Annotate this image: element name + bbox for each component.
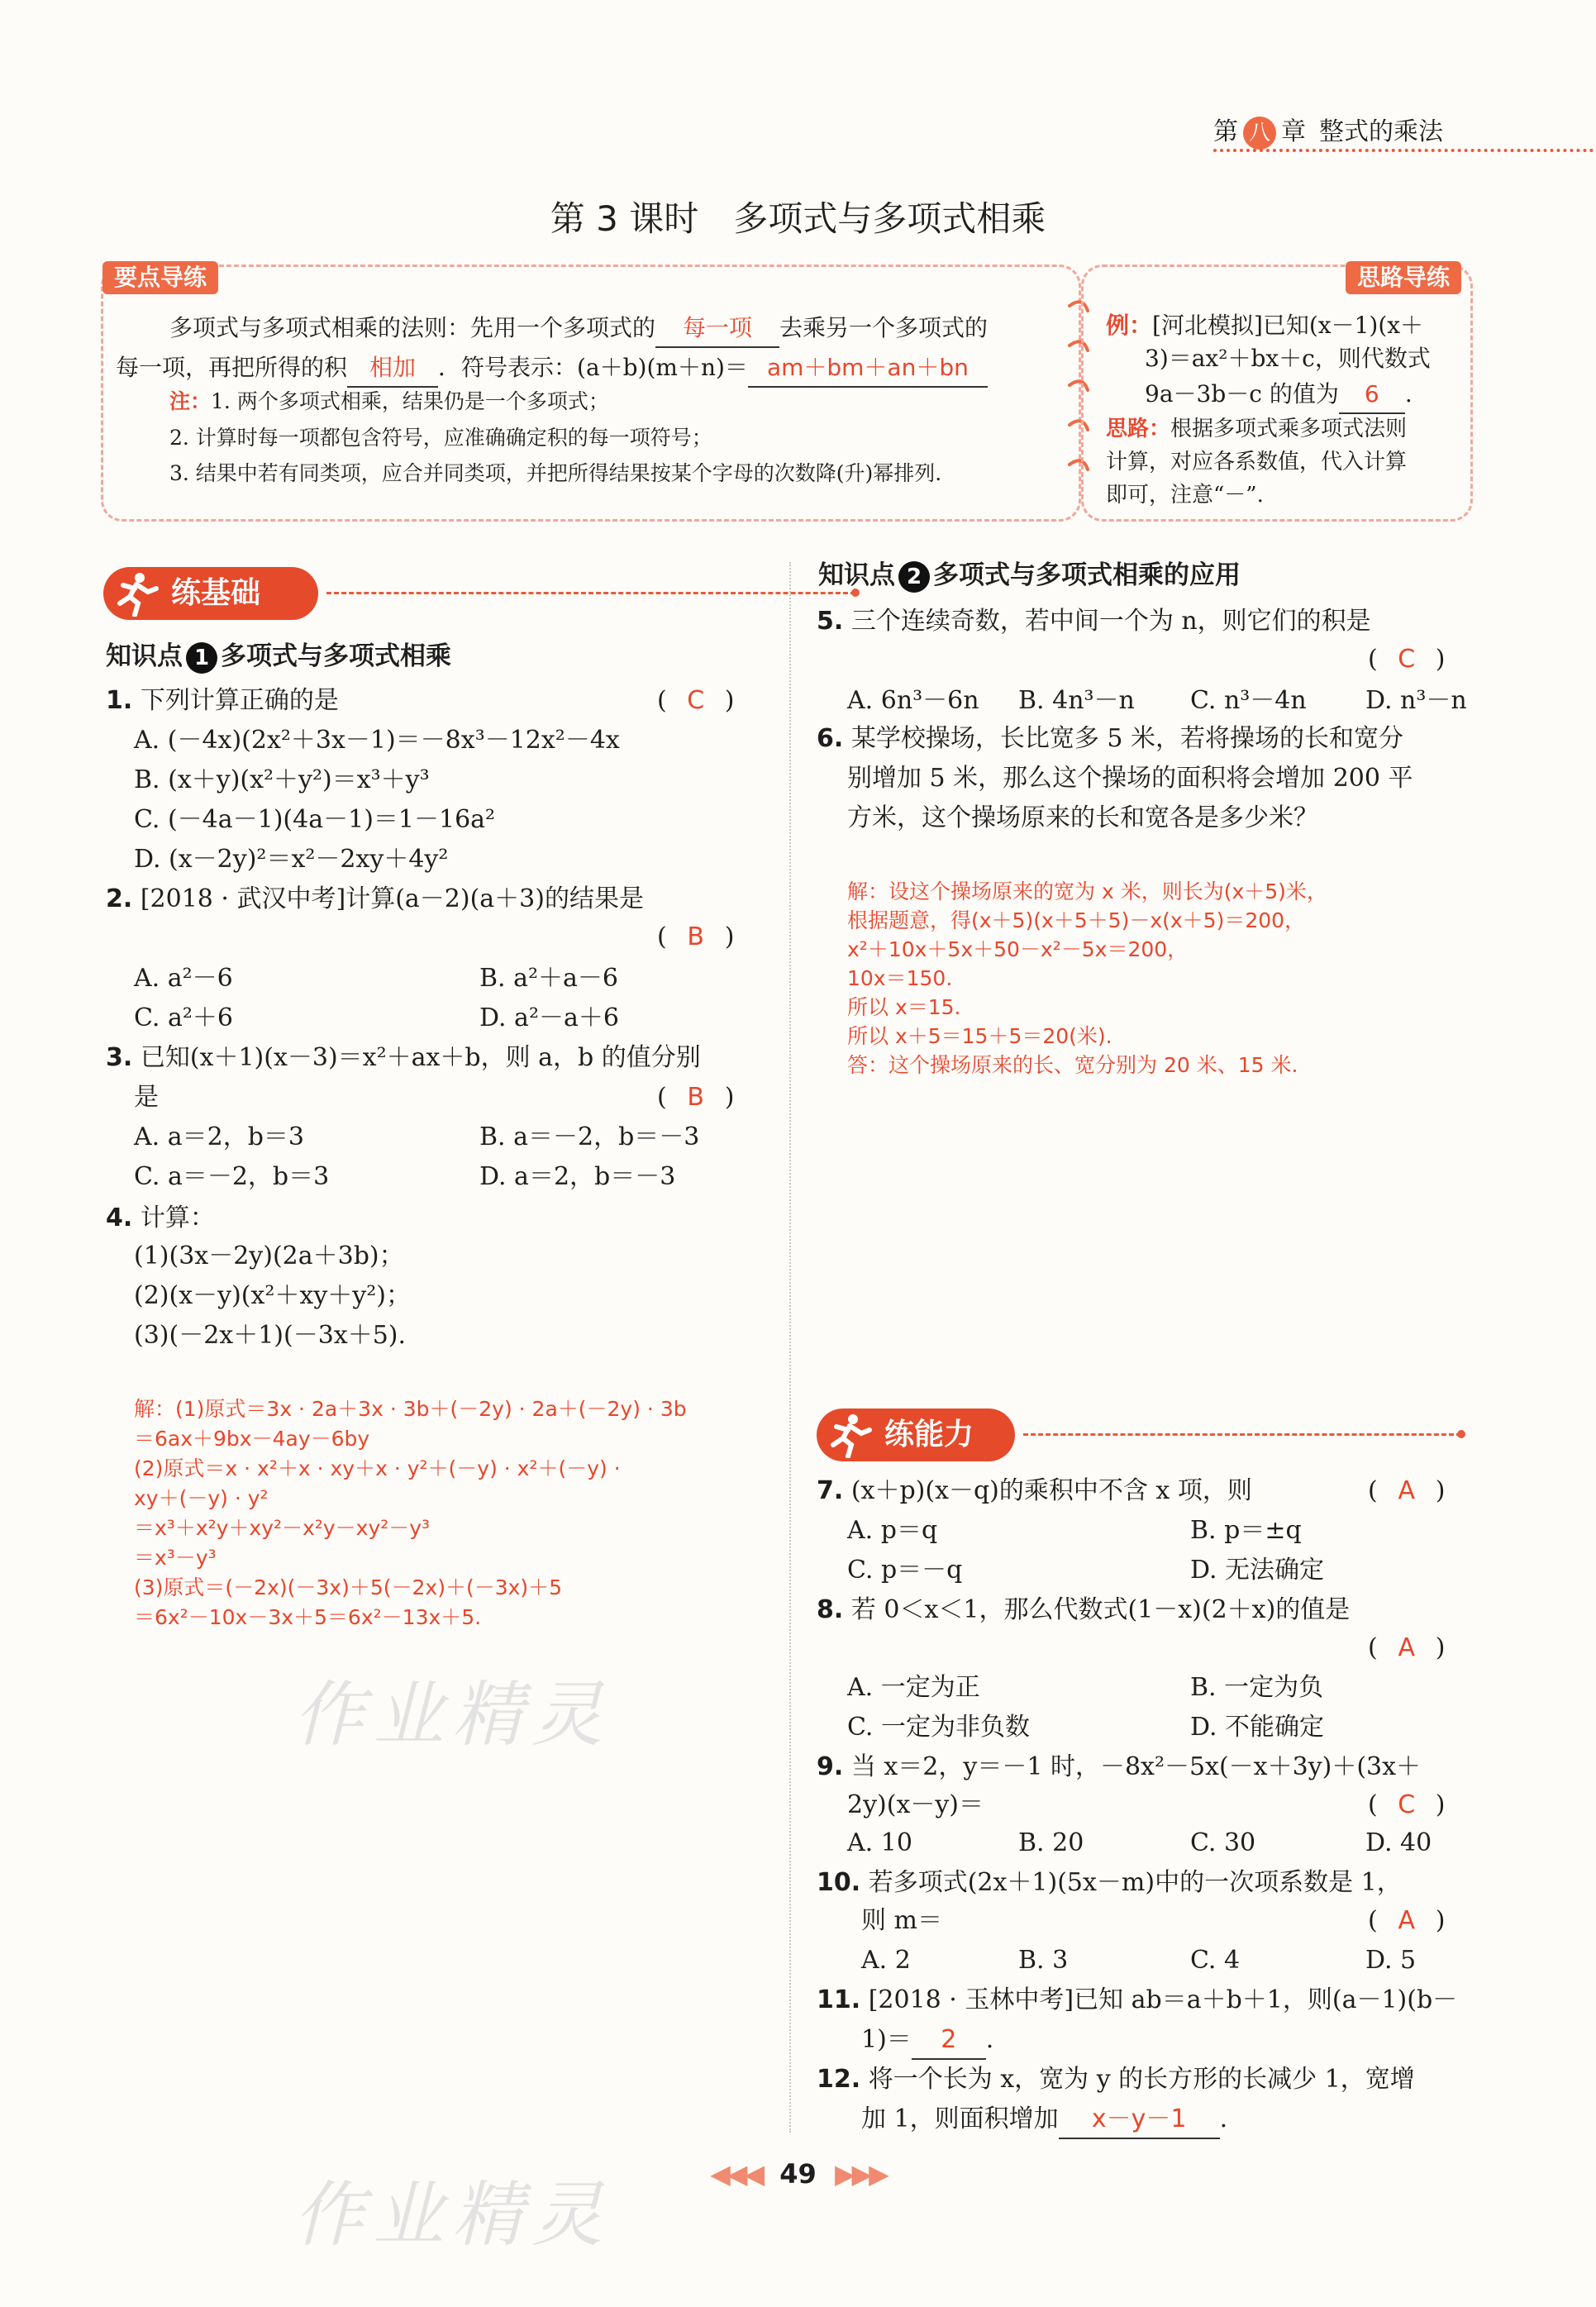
thinking-hint-3: 即可，注意“－”.: [1106, 483, 1264, 508]
q10-option-d: D. 5: [1365, 1946, 1417, 1975]
thinking-blank: 6: [1339, 376, 1405, 414]
q6-solution-line-7: 答：这个操场原来的长、宽分别为 20 米、15 米.: [847, 1053, 1298, 1077]
q10-option-c: C. 4: [1190, 1946, 1241, 1975]
guide-tag: 要点导练: [102, 261, 218, 294]
guide-rule-line-1: 多项式与多项式相乘的法则：先用一个多项式的 每一项 去乘另一个多项式的: [169, 310, 988, 348]
guide-blank-3: am＋bm＋an＋bn: [748, 350, 988, 388]
q1-option-a: A. (－4x)(2x²＋3x－1)＝－8x³－12x²－4x: [134, 726, 620, 755]
q3-answer: ( B ): [657, 1083, 735, 1112]
q1-answer: ( C ): [657, 686, 735, 715]
q9-option-b: B. 20: [1018, 1828, 1084, 1857]
q6-solution-line-3: x²＋10x＋5x＋50－x²－5x＝200，: [847, 937, 1189, 961]
q7-option-b: B. p＝±q: [1190, 1516, 1302, 1545]
q9-option-a: A. 10: [847, 1828, 912, 1857]
q5-answer: ( C ): [1368, 645, 1446, 674]
chapter-suffix: 章: [1281, 117, 1306, 146]
q6-line-3: 方米，这个操场原来的长和宽各是多少米？: [847, 803, 1318, 832]
watermark-1: 作业精灵: [293, 1674, 611, 1756]
q5-option-c: C. n³－4n: [1190, 686, 1307, 715]
q8-option-a: A. 一定为正: [847, 1673, 980, 1702]
thinking-hint-1: 思路：根据多项式乘多项式法则: [1106, 417, 1408, 441]
q4-solution-line-1: 解：(1)原式＝3x · 2a＋3x · 3b＋(－2y) · 2a＋(－2y) · 3b: [134, 1397, 687, 1421]
next-arrows-icon: ▶▶▶: [834, 2158, 886, 2190]
thinking-example-1: 例：[河北模拟]已知(x－1)(x＋: [1106, 312, 1424, 339]
q12-stem: 12. 将一个长为 x，宽为 y 的长方形的长减少 1，宽增: [817, 2065, 1415, 2094]
chapter-title: 整式的乘法: [1319, 117, 1443, 146]
header-dotted-rule: [1213, 149, 1594, 152]
guide-blank-1: 每一项: [655, 310, 779, 348]
thinking-example-2: 3)＝ax²＋bx＋c，则代数式: [1145, 345, 1431, 372]
q10-answer: ( A ): [1368, 1906, 1446, 1935]
q11-stem-2: 1)＝ 2 .: [861, 2022, 993, 2060]
watermark-2: 作业精灵: [293, 2174, 611, 2257]
guide-note-3: 3. 结果中若有同类项，应合并同类项，并把所得结果按某个字母的次数降(升)幂排列.: [169, 461, 942, 485]
q2-option-b: B. a²＋a－6: [479, 964, 619, 993]
q5-option-b: B. 4n³－n: [1018, 686, 1135, 715]
q5-option-d: D. n³－n: [1365, 686, 1467, 715]
q4-part-1: (1)(3x－2y)(2a＋3b)；: [134, 1242, 404, 1270]
knowledge-point-1: 知识点 1 多项式与多项式相乘: [106, 638, 451, 674]
q2-option-a: A. a²－6: [134, 964, 233, 993]
q9-option-c: C. 30: [1190, 1828, 1256, 1857]
thinking-tag: 思路导练: [1346, 261, 1461, 294]
q10-stem: 10. 若多项式(2x＋1)(5x－m)中的一次项系数是 1，: [817, 1868, 1402, 1897]
column-divider: [789, 562, 791, 2133]
q6-line-2: 别增加 5 米，那么这个操场的面积将会增加 200 平: [847, 764, 1413, 793]
q4-solution-line-4: xy＋(－y) · y²: [134, 1486, 269, 1510]
q5-stem: 5. 三个连续奇数，若中间一个为 n，则它们的积是: [817, 607, 1371, 636]
guide-note-1: 注：1. 两个多项式相乘，结果仍是一个多项式；: [169, 389, 609, 413]
q6-solution-line-4: 10x＝150.: [847, 966, 953, 990]
q8-option-c: C. 一定为非负数: [847, 1713, 1030, 1742]
q10-option-b: B. 3: [1018, 1946, 1069, 1975]
q9-option-d: D. 40: [1365, 1828, 1432, 1857]
q8-stem: 8. 若 0＜x＜1，那么代数式(1－x)(2＋x)的值是: [817, 1595, 1351, 1624]
q1-stem: 1. 下列计算正确的是: [106, 686, 339, 715]
q4-stem: 4. 计算：: [106, 1204, 215, 1232]
q1-option-d: D. (x－2y)²＝x²－2xy＋4y²: [134, 845, 449, 874]
lesson-title: 第 3 课时 多项式与多项式相乘: [550, 198, 1046, 239]
page-footer: [0, 2156, 1596, 2192]
q3-option-a: A. a＝2，b＝3: [134, 1123, 305, 1151]
q6-line-1: 6. 某学校操场，长比宽多 5 米，若将操场的长和宽分: [817, 724, 1403, 753]
q9-stem: 9. 当 x＝2，y＝－1 时，－8x²－5x(－x＋3y)＋(3x＋: [817, 1752, 1422, 1781]
q4-part-2: (2)(x－y)(x²＋xy＋y²)；: [134, 1281, 411, 1310]
section-basic-title: 练基础: [171, 576, 261, 610]
q10-stem-2: 则 m＝: [861, 1906, 942, 1935]
kp2-number-badge: 2: [898, 561, 930, 593]
q6-solution-line-1: 解：设这个操场原来的宽为 x 米，则长为(x＋5)米，: [847, 879, 1327, 903]
q2-option-d: D. a²－a＋6: [479, 1003, 619, 1032]
q8-answer: ( A ): [1368, 1633, 1446, 1662]
prev-arrows-icon: ◀◀◀: [710, 2158, 762, 2190]
guide-note-2: 2. 计算时每一项都包含符号，应准确确定积的每一项符号；: [169, 426, 712, 450]
q4-solution-line-2: ＝6ax＋9bx－4ay－6by: [134, 1427, 370, 1451]
chapter-header: [1213, 114, 1443, 150]
q4-part-3: (3)(－2x＋1)(－3x＋5).: [134, 1321, 407, 1350]
knowledge-point-2: 知识点 2 多项式与多项式相乘的应用: [818, 557, 1241, 593]
chapter-number-badge: 八: [1243, 117, 1276, 150]
kp1-number-badge: 1: [186, 642, 217, 674]
q6-solution-line-6: 所以 x＋5＝15＋5＝20(米).: [847, 1024, 1112, 1048]
q6-solution-line-2: 根据题意，得(x＋5)(x＋5＋5)－x(x＋5)＝200，: [847, 908, 1306, 932]
q7-answer: ( A ): [1368, 1476, 1446, 1505]
q3-option-d: D. a＝2，b＝－3: [479, 1162, 676, 1191]
thinking-hint-2: 计算，对应各系数值，代入计算: [1106, 450, 1408, 474]
q4-solution-line-3: (2)原式＝x · x²＋x · xy＋x · y²＋(－y) · x²＋(－y) ·: [134, 1456, 621, 1480]
q7-stem: 7. (x＋p)(x－q)的乘积中不含 x 项，则: [817, 1476, 1252, 1505]
q9-stem-2: 2y)(x－y)＝: [847, 1790, 984, 1819]
q2-option-c: C. a²＋6: [134, 1003, 233, 1032]
q3-stem: 3. 已知(x＋1)(x－3)＝x²＋ax＋b，则 a，b 的值分别: [106, 1043, 701, 1072]
q11-stem: 11. [2018 · 玉林中考]已知 ab＝a＋b＋1，则(a－1)(b－: [817, 1985, 1458, 2014]
section-ability: [817, 1409, 1478, 1461]
guide-blank-2: 相加: [347, 350, 438, 388]
q1-option-b: B. (x＋y)(x²＋y²)＝x³＋y³: [134, 765, 430, 794]
q2-answer: ( B ): [657, 922, 735, 951]
q4-solution-line-5: ＝x³＋x²y＋xy²－x²y－xy²－y³: [134, 1516, 431, 1540]
q3-option-c: C. a＝－2，b＝3: [134, 1162, 330, 1191]
q7-option-c: C. p＝－q: [847, 1556, 963, 1585]
q3-option-b: B. a＝－2，b＝－3: [479, 1123, 700, 1151]
page-number: 49: [779, 2158, 817, 2190]
q9-answer: ( C ): [1368, 1790, 1446, 1819]
q4-solution-line-8: ＝6x²－10x－3x＋5＝6x²－13x＋5.: [134, 1605, 482, 1629]
q6-solution-line-5: 所以 x＝15.: [847, 995, 961, 1019]
q8-option-d: D. 不能确定: [1190, 1713, 1325, 1742]
q1-option-c: C. (－4a－1)(4a－1)＝1－16a²: [134, 805, 496, 834]
q11-blank: 2: [912, 2022, 986, 2060]
q5-option-a: A. 6n³－6n: [847, 686, 979, 715]
q3-stem-2: 是: [134, 1083, 159, 1112]
runner-icon: [112, 570, 161, 617]
q7-option-d: D. 无法确定: [1190, 1556, 1325, 1585]
guide-rule-line-2: 每一项，再把所得的积 相加 ．符号表示：(a＋b)(m＋n)＝ am＋bm＋an＋bn: [116, 350, 988, 388]
thinking-example-3: 9a－3b－c 的值为 6 .: [1145, 376, 1413, 414]
q4-solution-line-6: ＝x³－y³: [134, 1546, 217, 1570]
q7-option-a: A. p＝q: [847, 1516, 938, 1545]
runner-icon: [825, 1412, 874, 1458]
section-ability-title: 练能力: [884, 1418, 974, 1451]
section-basic: [103, 567, 765, 620]
q4-solution-line-7: (3)原式＝(－2x)(－3x)＋5(－2x)＋(－3x)＋5: [134, 1575, 563, 1599]
q2-stem: 2. [2018 · 武汉中考]计算(a－2)(a＋3)的结果是: [106, 884, 644, 913]
q12-blank: x－y－1: [1059, 2101, 1220, 2139]
chapter-prefix: 第: [1213, 117, 1238, 146]
q12-stem-2: 加 1，则面积增加 x－y－1 .: [861, 2101, 1227, 2139]
q10-option-a: A. 2: [861, 1946, 911, 1975]
q8-option-b: B. 一定为负: [1190, 1673, 1324, 1702]
